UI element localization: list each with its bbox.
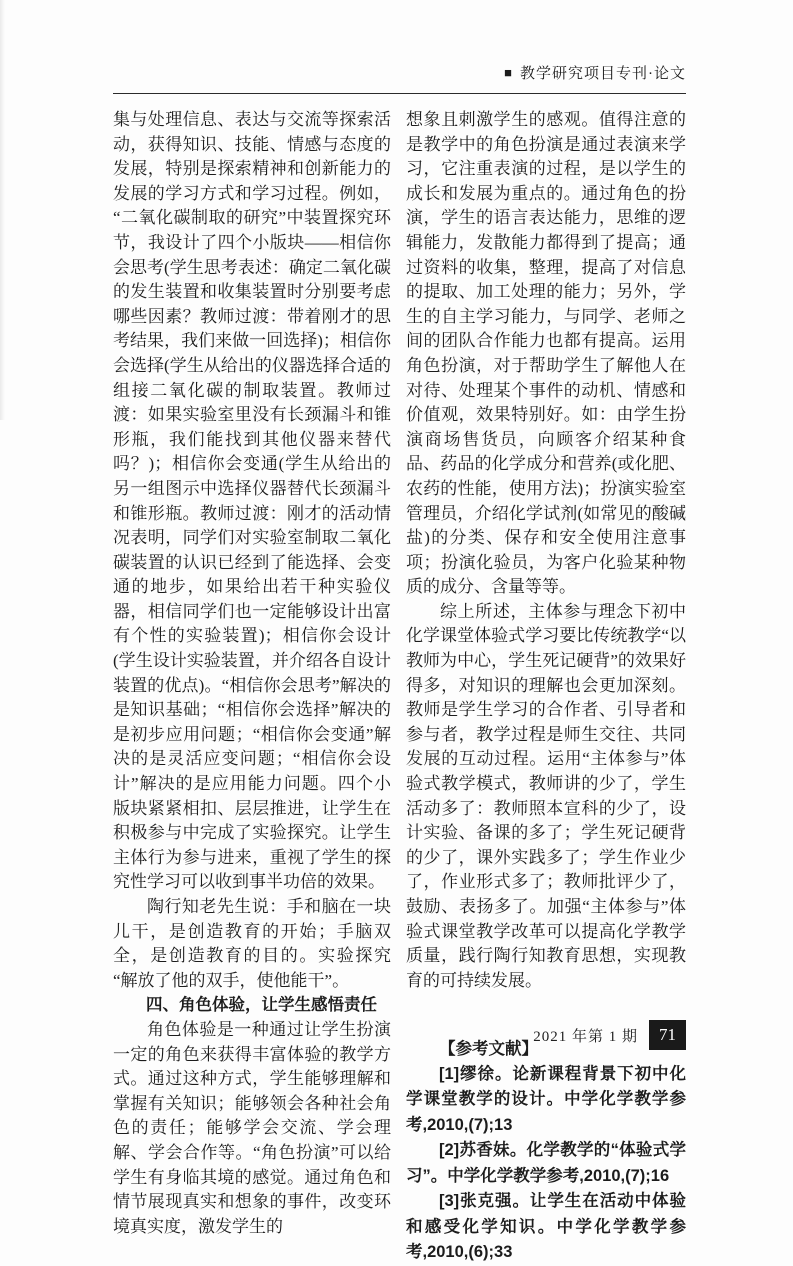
section-heading: 四、角色体验，让学生感悟责任 [146, 996, 377, 1015]
header-rule [113, 93, 686, 94]
right-column [406, 108, 686, 1266]
paragraph: 角色体验是一种通过让学生扮演一定的角色来获得丰富体验的教学方式。通过这种方式，学生能够理解和掌握有关知识；能够领会各种社会角色的责任；能够学会交流、学会理解、学会合作等。“角色扮演”可以给学生有身临其境的感觉。通过角色和情节展现真实和想象的事件，改变环境真实度，激发学生的 [113, 1019, 391, 1236]
paragraph: 综上所述，主体参与理念下初中化学课堂体验式学习要比传统教学“以教师为中心，学生死记硬背”的效果好得多，对知识的理解也会更加深刻。教师是学生学习的合作者、引导者和参与者，教学过程是师生交往、共同发展的互动过程。运用“主体参与”体验式教学模式，教师讲的少了，学生活动多了：教师照本宣科的少了，设计实验、备课的多了；学生死记硬背的少了，课外实践多了；学生作业少了，作业形式多了；教师批评少了，鼓励、表扬多了。加强“主体参与”体验式课堂教学改革可以提高化学教学质量，践行陶行知教育思想，实现教育的可持续发展。 [406, 601, 686, 990]
reference-item: [2]苏香妹。化学教学的“体验式学习”。中学化学教学参考,2010,(7);16 [406, 1141, 686, 1185]
square-bullet-icon: ■ [504, 65, 513, 80]
page-content [113, 64, 686, 1266]
paragraph: 想象且刺激学生的感观。值得注意的是教学中的角色扮演是通过表演来学习，它注重表演的过程，是以学生的成长和发展为重点的。通过角色的扮演，学生的语言表达能力，思维的逻辑能力，发散能力都得到了提高；通过资料的收集，整理，提高了对信息的提取、加工处理的能力；另外，学生的自主学习能力，与同学、老师之间的团队合作能力也都有提高。运用角色扮演，对于帮助学生了解他人在对待、处理某个事件的动机、情感和价值观，效果特别好。如：由学生扮演商场售货员，向顾客介绍某种食品、药品的化学成分和营养(或化肥、农药的性能，使用方法)；扮演实验室管理员，介绍化学试剂(如常见的酸碱盐)的分类、保存和安全使用注意事项；扮演化验员，为客户化验某种物质的成分、含量等等。 [406, 110, 686, 597]
header-title: 教学研究项目专刊·论文 [520, 66, 686, 82]
scan-edge-shadow [0, 0, 5, 420]
reference-item: [1]缪徐。论新课程背景下初中化学课堂教学的设计。中学化学教学参考,2010,(7);13 [406, 1064, 686, 1134]
paragraph: 集与处理信息、表达与交流等探索活动，获得知识、技能、情感与态度的发展，特别是探索精神和创新能力的发展的学习方式和学习过程。例如，“二氧化碳制取的研究”中装置探究环节，我设计了四个小版块——相信你会思考(学生思考表述：确定二氧化碳的发生装置和收集装置时分别要考虑哪些因素？教师过渡：带着刚才的思考结果，我们来做一回选择)；相信你会选择(学生从给出的仪器选择合适的组接二氧化碳的制取装置。教师过渡：如果实验室里没有长颈漏斗和锥形瓶，我们能找到其他仪器来替代吗？)；相信你会变通(学生从给出的另一组图示中选择仪器替代长颈漏斗和锥形瓶。教师过渡：刚才的活动情况表明，同学们对实验室制取二氧化碳装置的认识已经到了能选择、会变通的地步，如果给出若干种实验仪器，相信同学们也一定能够设计出富有个性的实验装置)；相信你会设计(学生设计实验装置，并介绍各自设计装置的优点)。“相信你会思考”解决的是知识基础；“相信你会选择”解决的是初步应用问题；“相信你会变通”解决的是灵活应变问题；“相信你会设计”解决的是应用能力问题。四个小版块紧紧相扣、层层推进，让学生在积极参与中完成了实验探究。让学生主体行为参与进来，重视了学生的探究性学习可以收到事半功倍的效果。 [113, 110, 391, 892]
issue-label: 2021 年第 1 期 [533, 1028, 638, 1045]
paragraph: 陶行知老先生说：手和脑在一块儿干，是创造教育的开始；手脑双全，是创造教育的目的。实验探究“解放了他的双手，使他能干”。 [113, 897, 391, 990]
references-heading: 【参考文献】 [439, 1040, 538, 1059]
page-header [113, 64, 686, 84]
article-body [113, 108, 686, 1266]
page-footer [533, 1020, 686, 1050]
page-number-badge: 71 [649, 1020, 686, 1050]
left-column [113, 108, 391, 1266]
reference-item: [3]张克强。让学生在活动中体验和感受化学知识。中学化学教学参考,2010,(6);33 [406, 1192, 686, 1262]
